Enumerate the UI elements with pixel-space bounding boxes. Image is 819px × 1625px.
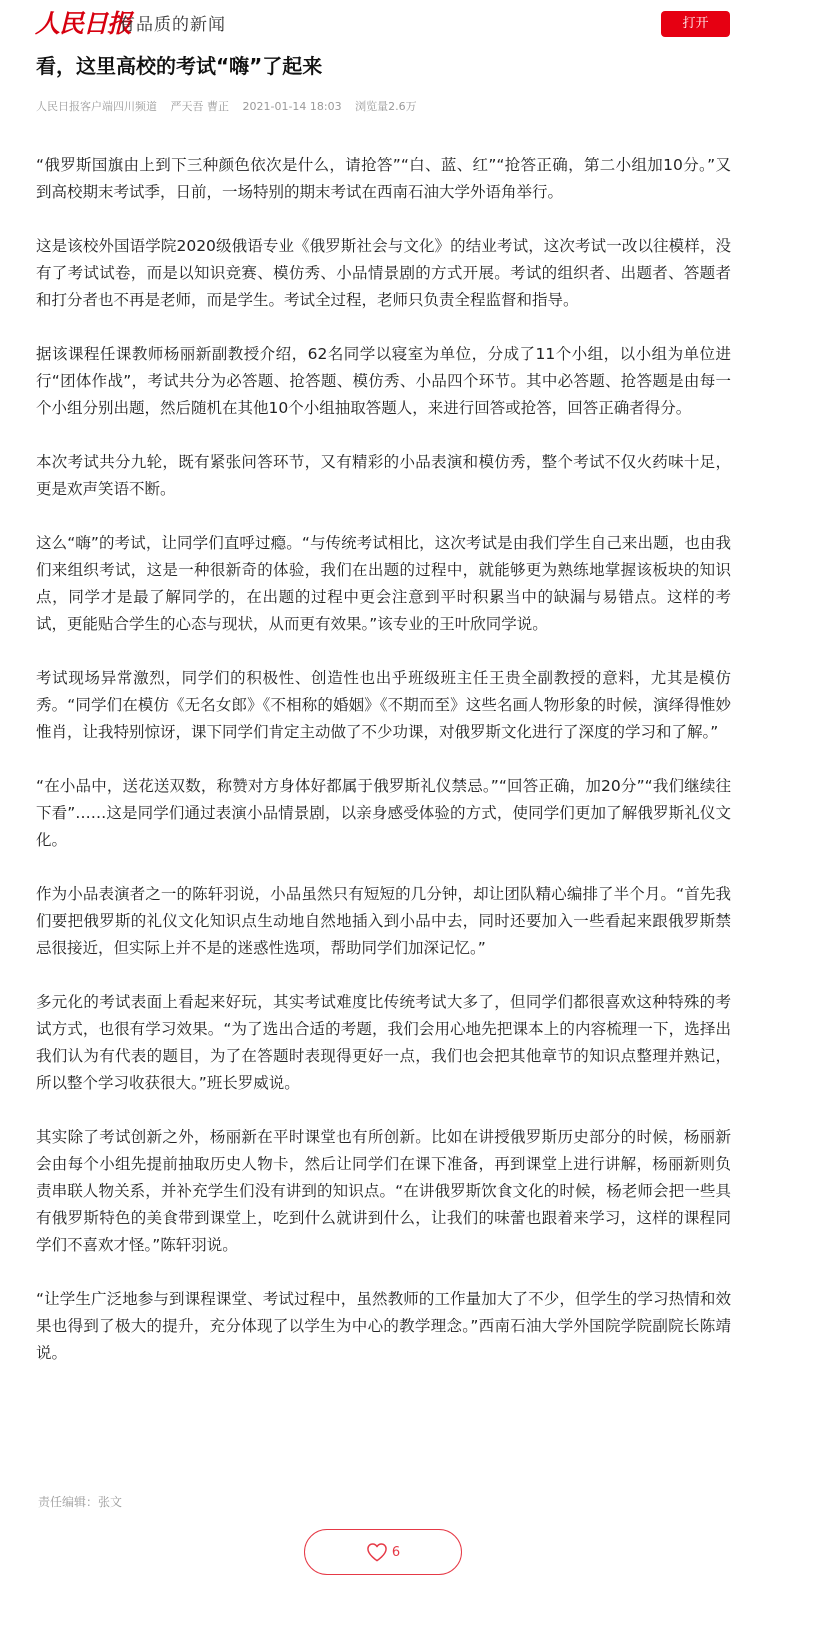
article-meta	[36, 98, 427, 116]
article-paragraph: “让学生广泛地参与到课程课堂、考试过程中，虽然教师的工作量加大了不少，但学生的学习热情和效果也得到了极大的提升，充分体现了以学生为中心的教学理念。”西南石油大学外国院学院副院长陈靖说。	[36, 1290, 731, 1362]
like-button[interactable]	[304, 1529, 462, 1575]
article-authors: 严天吾 曹正	[170, 100, 229, 113]
article-body	[36, 152, 731, 1394]
article-datetime: 2021-01-14 18:03	[242, 100, 342, 113]
article-paragraph: 本次考试共分九轮，既有紧张问答环节，又有精彩的小品表演和模仿秀，整个考试不仅火药味十足，更是欢声笑语不断。	[36, 453, 731, 498]
like-count: 6	[391, 1544, 401, 1560]
article-paragraph: 据该课程任课教师杨丽新副教授介绍，62名同学以寝室为单位，分成了11个小组，以小组为单位进行“团体作战”，考试共分为必答题、抢答题、模仿秀、小品四个环节。其中必答题、抢答题是由每一个小组分别出题，然后随机在其他10个小组抽取答题人，来进行回答或抢答，回答正确者得分。	[36, 345, 731, 417]
article-paragraph: 这么“嗨”的考试，让同学们直呼过瘾。“与传统考试相比，这次考试是由我们学生自己来出题，也由我们来组织考试，这是一种很新奇的体验，我们在出题的过程中，就能够更为熟练地掌握该板块的知识点，同学才是最了解同学的，在出题的过程中更会注意到平时积累当中的缺漏与易错点。这样的考试，更能贴合学生的心态与现状，从而更有效果。”该专业的王叶欣同学说。	[36, 534, 731, 633]
open-app-button[interactable]: 打开	[661, 11, 730, 37]
article-paragraph: 其实除了考试创新之外，杨丽新在平时课堂也有所创新。比如在讲授俄罗斯历史部分的时候，杨丽新会由每个小组先提前抽取历史人物卡，然后让同学们在课下准备，再到课堂上进行讲解，杨丽新则负责串联人物关系，并补充学生们没有讲到的知识点。“在讲俄罗斯饮食文化的时候，杨老师会把一些具有俄罗斯特色的美食带到课堂上，吃到什么就讲到什么，让我们的味蕾也跟着来学习，这样的课程同学们不喜欢才怪。”陈轩羽说。	[36, 1128, 731, 1254]
article-paragraph: 多元化的考试表面上看起来好玩，其实考试难度比传统考试大多了，但同学们都很喜欢这种特殊的考试方式，也很有学习效果。“为了选出合适的考题，我们会用心地先把课本上的内容梳理一下，选择出我们认为有代表的题目，为了在答题时表现得更好一点，我们也会把其他章节的知识点整理并熟记，所以整个学习收获很大。”班长罗威说。	[36, 993, 731, 1092]
heart-icon	[366, 1542, 388, 1562]
article-source[interactable]: 人民日报客户端四川频道	[36, 100, 157, 113]
article-paragraph: 考试现场异常激烈，同学们的积极性、创造性也出乎班级班主任王贵全副教授的意料，尤其是模仿秀。“同学们在模仿《无名女郎》《不相称的婚姻》《不期而至》这些名画人物形象的时候，演绎得惟妙惟肖，让我特别惊讶，课下同学们肯定主动做了不少功课，对俄罗斯文化进行了深度的学习和了解。”	[36, 669, 731, 741]
article-title: 看，这里高校的考试“嗨”了起来	[36, 54, 323, 78]
article-paragraph: 这是该校外国语学院2020级俄语专业《俄罗斯社会与文化》的结业考试，这次考试一改以往模样，没有了考试试卷，而是以知识竞赛、模仿秀、小品情景剧的方式开展。考试的组织者、出题者、答题者和打分者也不再是老师，而是学生。考试全过程，老师只负责全程监督和指导。	[36, 237, 731, 309]
top-bar	[0, 0, 819, 50]
responsible-editor: 责任编辑：张文	[38, 1495, 123, 1509]
logo[interactable]: 人民日报	[35, 9, 132, 38]
article-paragraph: 作为小品表演者之一的陈轩羽说，小品虽然只有短短的几分钟，却让团队精心编排了半个月。“首先我们要把俄罗斯的礼仪文化知识点生动地自然地插入到小品中去，同时还要加入一些看起来跟俄罗斯禁忌很接近，但实际上并不是的迷惑性选项，帮助同学们加深记忆。”	[36, 885, 731, 957]
article-paragraph: “在小品中，送花送双数，称赞对方身体好都属于俄罗斯礼仪禁忌。”“回答正确，加20分”“我们继续往下看”……这是同学们通过表演小品情景剧，以亲身感受体验的方式，使同学们更加了解俄罗斯礼仪文化。	[36, 777, 731, 849]
article-paragraph: “俄罗斯国旗由上到下三种颜色依次是什么，请抢答”“白、蓝、红”“抢答正确，第二小组加10分。”又到高校期末考试季，日前，一场特别的期末考试在西南石油大学外语角举行。	[36, 156, 731, 201]
slogan: 有品质的新闻	[118, 15, 226, 35]
article-views: 浏览量2.6万	[355, 100, 417, 113]
